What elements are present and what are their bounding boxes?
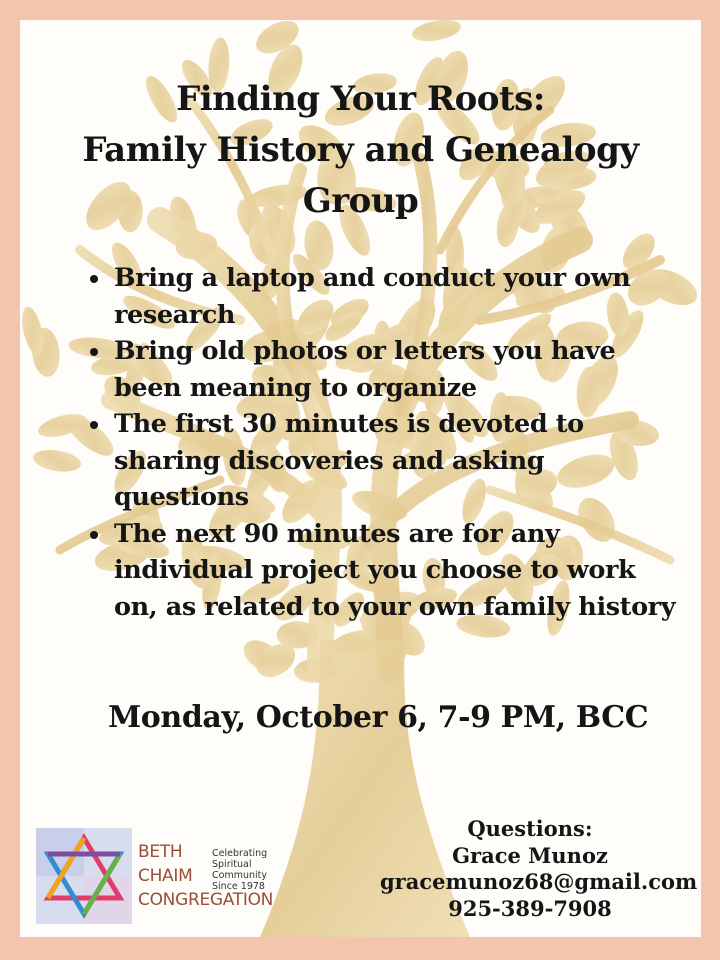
list-item-text: questions [114, 482, 249, 512]
list-item [90, 333, 690, 406]
event-title [20, 74, 701, 227]
logo-tagline [212, 848, 267, 892]
list-item-text: Bring a laptop and conduct your own [114, 263, 631, 293]
activity-list [90, 260, 690, 625]
contact-block [380, 816, 698, 922]
event-date: Monday, October 6, 7-9 PM, BCC [108, 700, 649, 735]
flyer [20, 20, 701, 937]
contact-phone[interactable]: 925-389-7908 [448, 895, 612, 921]
list-item-text: individual project you choose to work [114, 555, 636, 585]
leaf-shape [410, 20, 462, 45]
contact-name: Grace Munoz [452, 842, 608, 868]
beth-chaim-logo [36, 828, 298, 924]
logo-name-line: BETH [138, 842, 183, 862]
title-line-3: Group [302, 181, 419, 221]
leaf-shape [31, 447, 82, 475]
list-item-text: Bring old photos or letters you have [114, 336, 616, 366]
list-item-text: research [114, 299, 236, 330]
list-item [90, 260, 690, 333]
logo-tag-line: Community [212, 870, 267, 881]
title-line-1: Finding Your Roots: [176, 79, 545, 119]
logo-name-line: CHAIM [138, 866, 193, 886]
list-item-text: The first 30 minutes is devoted to [114, 409, 584, 439]
logo-tag-line: Spiritual [212, 859, 252, 870]
list-item-text: been meaning to organize [114, 372, 477, 403]
contact-heading: Questions: [467, 816, 593, 841]
star-of-david-icon [36, 828, 132, 924]
contact-email[interactable]: gracemunoz68@gmail.com [380, 869, 698, 894]
logo-tag-line: Celebrating [212, 848, 268, 859]
list-item-text: on, as related to your own family history [114, 591, 676, 622]
list-item [90, 516, 690, 626]
logo-tag-line: Since 1978 [212, 881, 265, 892]
list-item-text: The next 90 minutes are for any [114, 518, 560, 549]
list-item-text: sharing discoveries and asking [114, 445, 545, 476]
logo-name-line: CONGREGATION [138, 890, 274, 910]
list-item [90, 406, 690, 516]
title-line-2: Family History and Genealogy [82, 130, 639, 170]
